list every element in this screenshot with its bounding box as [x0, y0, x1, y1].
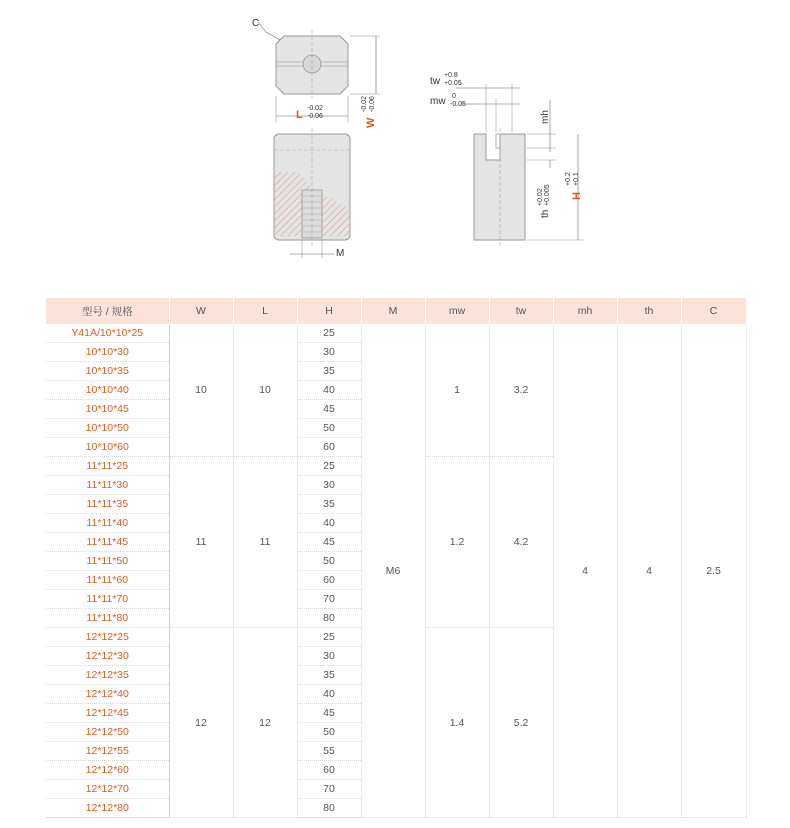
w-cell: 10 [169, 324, 233, 457]
h-cell: 70 [297, 780, 361, 799]
label-h: H [571, 192, 583, 200]
h-cell: 60 [297, 438, 361, 457]
h-cell: 30 [297, 647, 361, 666]
model-cell: 12*12*30 [46, 647, 169, 666]
label-l: L [296, 109, 303, 121]
tw-cell: 5.2 [489, 628, 553, 818]
label-th: th [540, 209, 551, 218]
model-cell: 11*11*45 [46, 533, 169, 552]
h-cell: 40 [297, 685, 361, 704]
model-cell: 11*11*60 [46, 571, 169, 590]
h-cell: 50 [297, 723, 361, 742]
header-l: L [233, 298, 297, 324]
top-view [252, 18, 380, 128]
l-cell: 12 [233, 628, 297, 818]
side-view [430, 72, 584, 246]
header-h: H [297, 298, 361, 324]
model-cell: 10*10*30 [46, 343, 169, 362]
table-header-row [46, 298, 746, 324]
c-cell: 2.5 [681, 324, 746, 818]
header-mh: mh [553, 298, 617, 324]
header-mw: mw [425, 298, 489, 324]
model-cell: 12*12*35 [46, 666, 169, 685]
header-model: 型号 / 规格 [46, 298, 169, 324]
model-cell: 11*11*40 [46, 514, 169, 533]
h-cell: 60 [297, 571, 361, 590]
tol-tw-lower: +0.05 [444, 80, 462, 87]
technical-drawing [0, 0, 790, 290]
h-cell: 55 [297, 742, 361, 761]
h-cell: 60 [297, 761, 361, 780]
h-cell: 80 [297, 799, 361, 818]
model-cell: 10*10*60 [46, 438, 169, 457]
h-cell: 35 [297, 666, 361, 685]
h-cell: 25 [297, 324, 361, 343]
model-cell: 11*11*80 [46, 609, 169, 628]
tol-w-upper: -0.02 [361, 96, 368, 112]
label-c: C [252, 18, 260, 29]
tol-w-lower: -0.06 [369, 96, 376, 112]
header-th: th [617, 298, 681, 324]
h-cell: 50 [297, 552, 361, 571]
table-row [46, 324, 746, 343]
model-cell: 12*12*45 [46, 704, 169, 723]
model-cell: 12*12*55 [46, 742, 169, 761]
mw-cell: 1.2 [425, 457, 489, 628]
mw-cell: 1 [425, 324, 489, 457]
tol-tw-upper: +0.8 [444, 72, 458, 79]
h-cell: 70 [297, 590, 361, 609]
model-cell: 11*11*25 [46, 457, 169, 476]
tol-mw-lower: -0.05 [450, 101, 466, 108]
tol-l-upper: -0.02 [307, 105, 323, 112]
h-cell: 25 [297, 628, 361, 647]
m-cell: M6 [361, 324, 425, 818]
tol-th-upper: +0.02 [537, 188, 544, 206]
model-cell: 11*11*50 [46, 552, 169, 571]
w-cell: 11 [169, 457, 233, 628]
h-cell: 25 [297, 457, 361, 476]
label-m: M [336, 248, 345, 259]
label-mw: mw [430, 96, 446, 107]
front-view [274, 128, 350, 259]
h-cell: 45 [297, 533, 361, 552]
header-c: C [681, 298, 746, 324]
model-cell: 12*12*25 [46, 628, 169, 647]
h-cell: 30 [297, 476, 361, 495]
h-cell: 35 [297, 495, 361, 514]
h-cell: 40 [297, 514, 361, 533]
label-tw: tw [430, 76, 440, 87]
l-cell: 10 [233, 324, 297, 457]
model-cell: 10*10*50 [46, 419, 169, 438]
mw-cell: 1.4 [425, 628, 489, 818]
model-cell: 12*12*50 [46, 723, 169, 742]
spec-table-body [46, 324, 746, 818]
label-w: W [365, 117, 377, 128]
model-cell: 12*12*40 [46, 685, 169, 704]
l-cell: 11 [233, 457, 297, 628]
header-tw: tw [489, 298, 553, 324]
tw-cell: 4.2 [489, 457, 553, 628]
h-cell: 50 [297, 419, 361, 438]
h-cell: 35 [297, 362, 361, 381]
model-cell: 12*12*80 [46, 799, 169, 818]
tol-h-upper: +0.2 [565, 172, 572, 186]
tol-l-lower: -0.06 [307, 113, 323, 120]
model-cell: 10*10*45 [46, 400, 169, 419]
h-cell: 45 [297, 704, 361, 723]
h-cell: 45 [297, 400, 361, 419]
spec-table [46, 298, 747, 818]
model-cell: 11*11*30 [46, 476, 169, 495]
model-cell: 10*10*35 [46, 362, 169, 381]
tw-cell: 3.2 [489, 324, 553, 457]
h-cell: 40 [297, 381, 361, 400]
model-cell: 11*11*35 [46, 495, 169, 514]
model-cell: Y41A/10*10*25 [46, 324, 169, 343]
model-cell: 10*10*40 [46, 381, 169, 400]
tol-th-lower: +0.005 [544, 184, 551, 206]
mh-cell: 4 [553, 324, 617, 818]
tol-h-lower: +0.1 [573, 172, 580, 186]
header-m: M [361, 298, 425, 324]
model-cell: 12*12*60 [46, 761, 169, 780]
w-cell: 12 [169, 628, 233, 818]
th-cell: 4 [617, 324, 681, 818]
model-cell: 11*11*70 [46, 590, 169, 609]
label-mh: mh [540, 110, 551, 124]
model-cell: 12*12*70 [46, 780, 169, 799]
header-w: W [169, 298, 233, 324]
h-cell: 80 [297, 609, 361, 628]
tol-mw-upper: 0 [452, 93, 456, 100]
h-cell: 30 [297, 343, 361, 362]
